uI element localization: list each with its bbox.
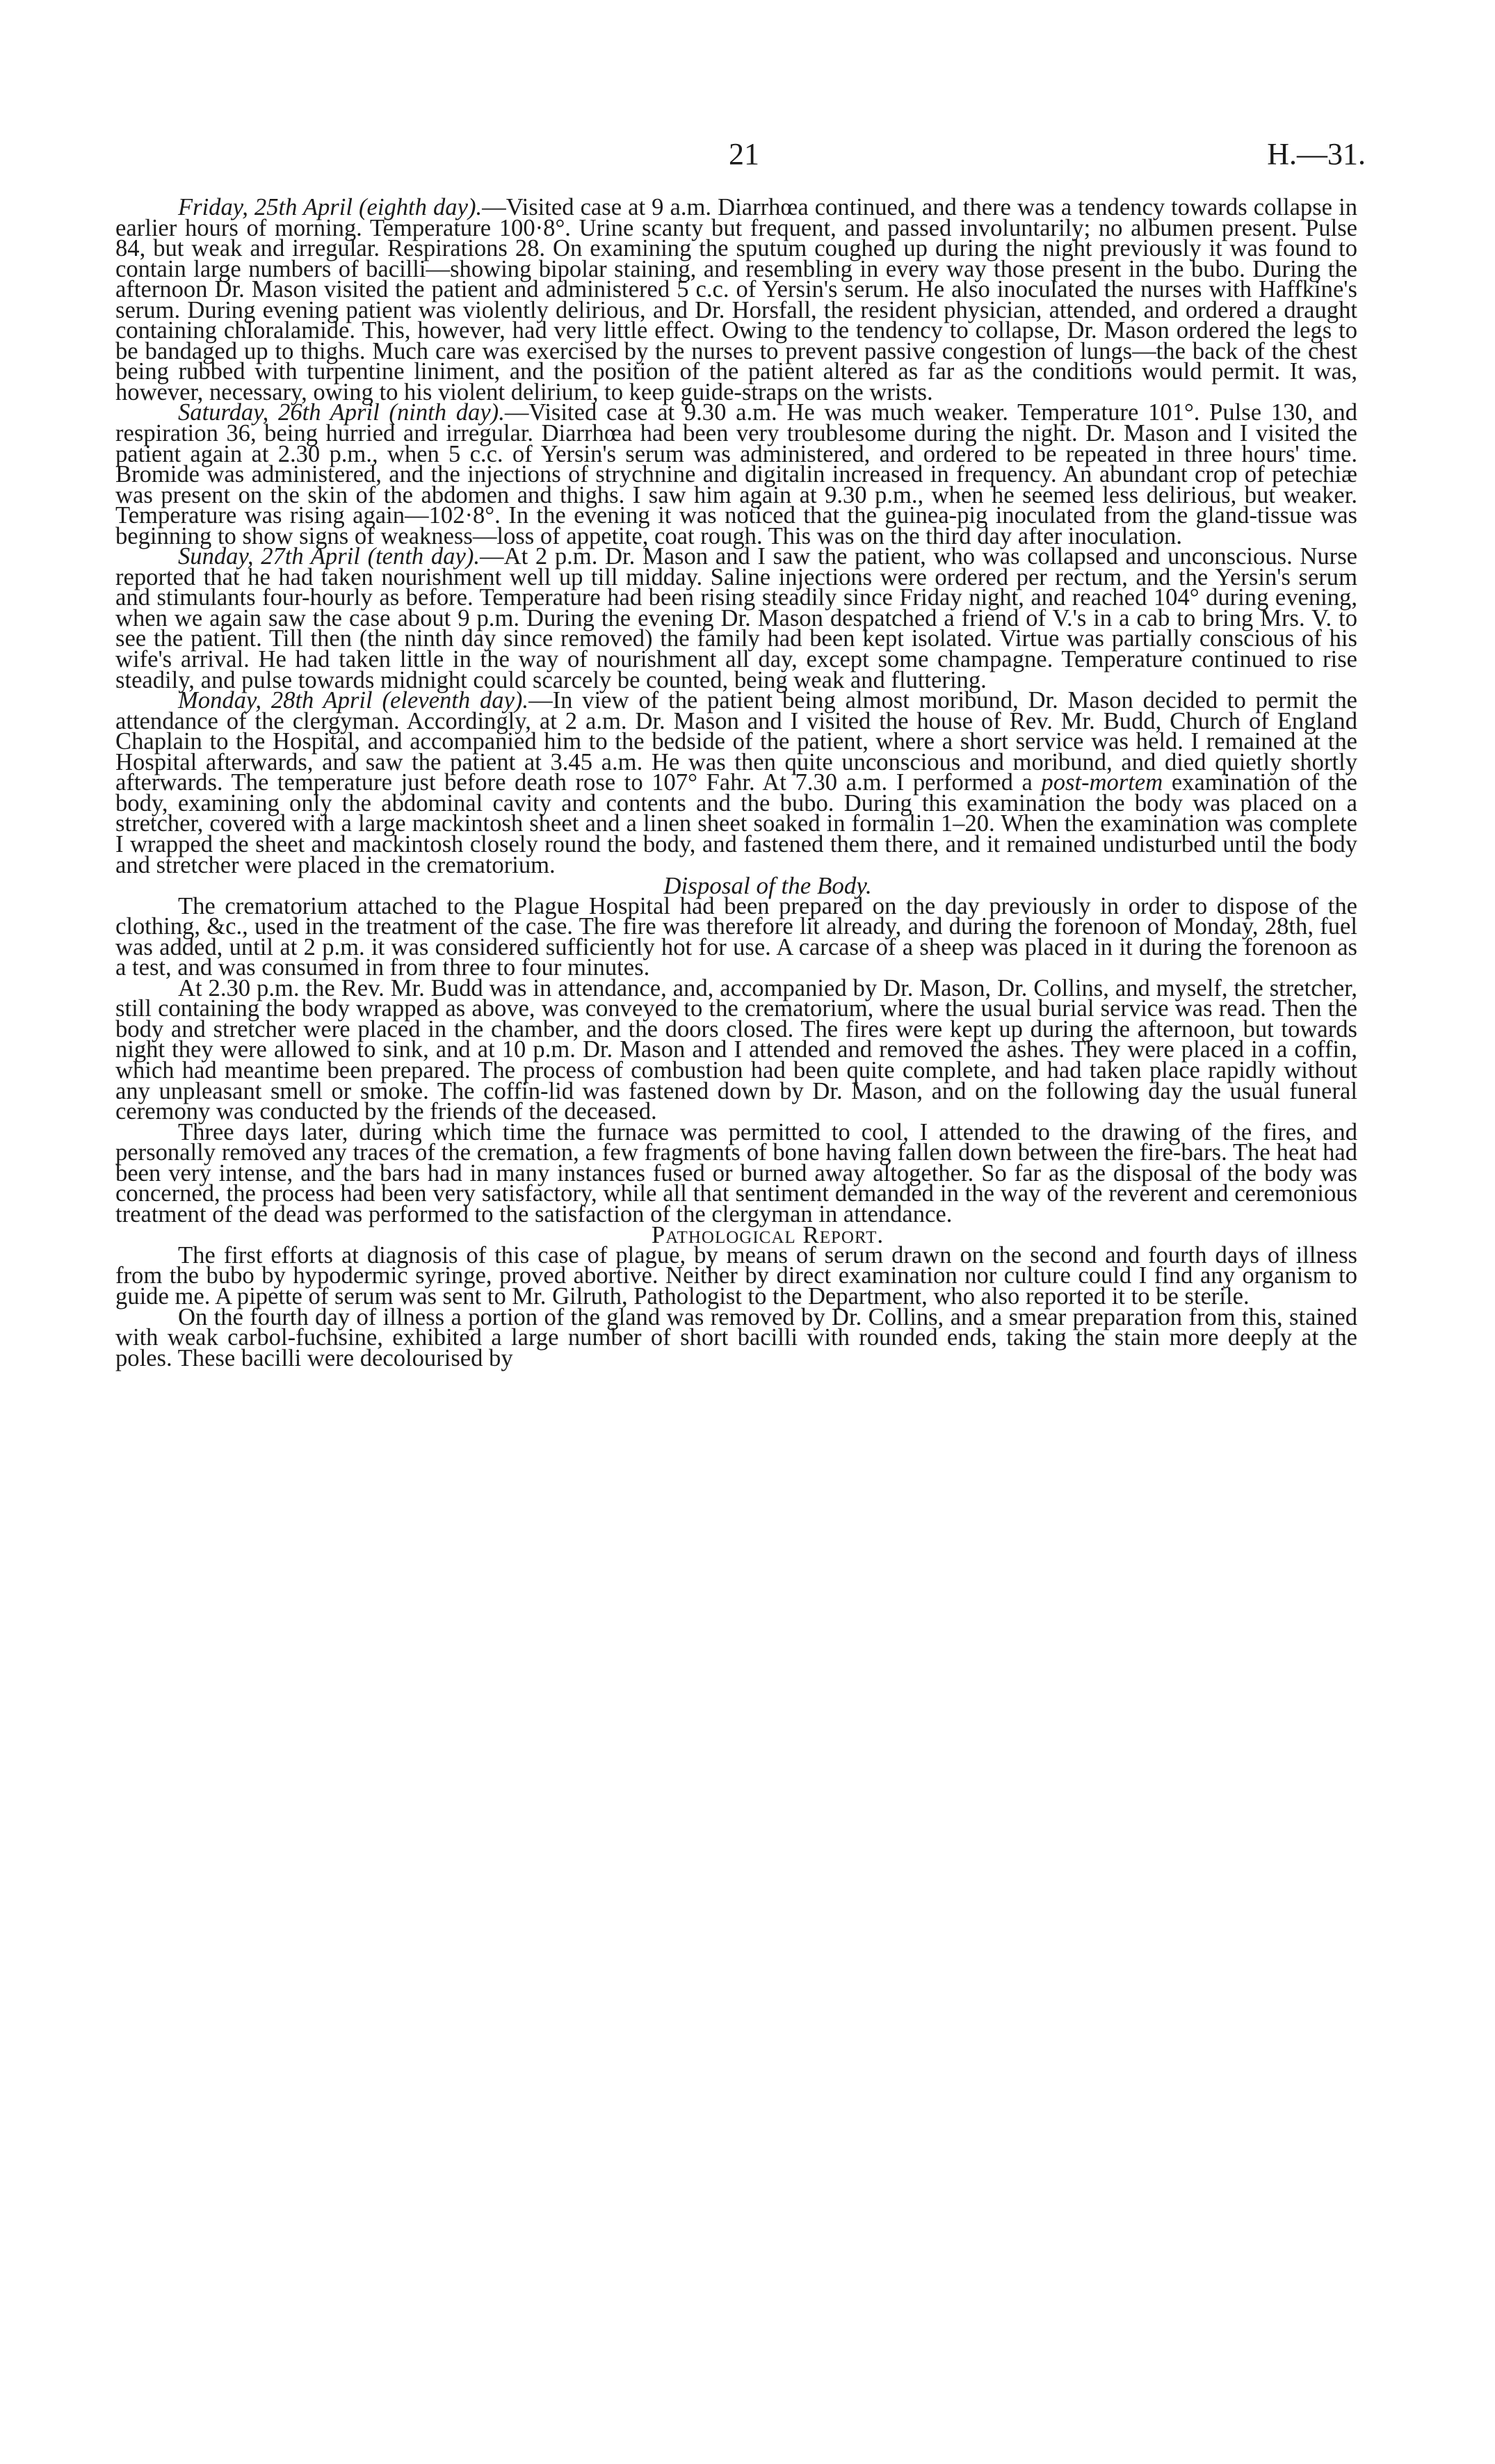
paragraph-fourth-day: On the fourth day of illness a portion of the gland was removed by Dr. Collins, and a smear preparation from this, stained with weak carbol-fuchsine, exhibited a large number of short bacilli with rounded ends, taking the stain more deeply at the poles. These bacilli were decolourised by <box>115 1303 1357 1371</box>
page-header <box>0 136 1495 178</box>
paragraph-text: —Visited case at 9.30 a.m. He was much weaker. Temperature 101°. Pulse 130, and respiration 36, being hurried and irregular. Diarrhœa had been very troublesome during the night. Dr. Mason and I visited the patient again at 2.30 p.m., when 5 c.c. of Yersin's serum was administered, and ordered to be repeated in three hours' time. Bromide was administered, and the injections of strychnine and digitalin increased in frequency. An abundant crop of petechiæ was present on the skin of the abdomen and thighs. I saw him again at 9.30 p.m., when he seemed less delirious, but weaker. Temperature was rising again—102·8°. In the evening it was noticed that the guinea-pig inoculated from the gland-tissue was beginning to show signs of weakness—loss of appetite, coat rough. This was on the third day after inoculation. <box>115 399 1357 549</box>
paragraph-text: —In view of the patient being almost moribund, Dr. Mason decided to permit the attendance of the clergyman. Accordingly, at 2 a.m. Dr. Mason and I visited the house of Rev. Mr. Budd, Church of England Chaplain to the Hospital, and accompanied him to the bedside of the patient, where a short service was held. I remained at the Hospital afterwards, and saw the patient at 3.45 a.m. He was then quite unconscious and moribund, and died quietly shortly afterwards. The temperature just before death rose to 107° Fahr. At 7.30 a.m. I performed a <box>115 687 1357 796</box>
document-body <box>115 194 1358 1371</box>
paragraph-monday-28th-april <box>115 687 1357 878</box>
paragraph-diagnosis: The first efforts at diagnosis of this case of plague, by means of serum drawn on the second and fourth days of illness from the bubo by hypodermic syringe, proved abortive. Neither by direct examination nor culture could I find any organism to guide me. A pipette of serum was sent to Mr. Gilruth, Pathologist to the Department, who also reported it to be sterile. <box>115 1241 1357 1310</box>
paragraph-drawing-of-fires: Three days later, during which time the furnace was permitted to cool, I attended to the drawing of the fires, and personally removed any traces of the cremation, a few fragments of bone having fallen down between the fire-bars. The heat had been very intense, and the bars had in many instances fused or burned away altogether. So far as the disposal of the body was concerned, the process had been very satisfactory, while all that sentiment demanded in the way of the reverent and ceremonious treatment of the dead was performed to the satisfaction of the clergyman in attendance. <box>115 1118 1357 1227</box>
paragraph-text: —At 2 p.m. Dr. Mason and I saw the patient, who was collapsed and unconscious. Nurse reported that he had taken nourishment well up till midday. Saline injections were ordered per rectum, and the Yersin's serum and stimulants four-hourly as before. Temperature had been rising steadily since Friday night, and reached 104° during evening, when we again saw the case about 9 p.m. During the evening Dr. Mason despatched a friend of V.'s in a cab to bring Mrs. V. to see the patient. Till then (the ninth day since removed) the family had been kept isolated. Virtue was partially conscious of his wife's arrival. He had taken little in the way of nourishment all day, except some champagne. Temperature continued to rise steadily, and pulse towards midnight could scarcely be counted, being weak and fluttering. <box>115 543 1358 693</box>
paragraph-crematorium: The crematorium attached to the Plague Hospital had been prepared on the day previously in order to dispose of the clothing, &c., used in the treatment of the case. The fire was therefore lit already, and during the forenoon of Monday, 28th, fuel was added, until at 2 p.m. it was considered sufficiently hot for use. A carcase of a sheep was placed in it during the forenoon as a test, and was consumed in from three to four minutes. <box>115 892 1357 981</box>
paragraph-friday-25th-april <box>115 194 1357 405</box>
section-heading-disposal: Disposal of the Body. <box>663 872 872 900</box>
paragraph-text: examination of the body, examining only the abdominal cavity and contents and the bubo. During this examination the body was placed on a stretcher, covered with a large mackintosh sheet and a linen sheet soaked in formalin 1–20. When the examination was complete I wrapped the sheet and mackintosh closely round the body, and fastened them there, and it remained undisturbed until the body and stretcher were placed in the crematorium. <box>115 769 1357 878</box>
paragraph-lead: Saturday, 26th April (ninth day). <box>178 399 505 426</box>
paragraph-saturday-26th-april <box>115 399 1357 549</box>
paragraph-text: —Visited case at 9 a.m. Diarrhœa continued, and there was a tendency towards collapse in earlier hours of morning. Temperature 100·8°. Urine scanty but frequent, and passed involuntarily; no albumen present. Pulse 84, but weak and irregular. Respirations 28. On examining the sputum coughed up during the night previously it was found to contain large numbers of bacilli—showing bipolar staining, and resembling in every way those present in the bubo. During the afternoon Dr. Mason visited the patient and administered 5 c.c. of Yersin's serum. He also inoculated the nurses with Haffkine's serum. During evening patient was violently delirious, and Dr. Horsfall, the resident physician, attended, and ordered a draught containing chloralamide. This, however, had very little effect. Owing to the tendency to collapse, Dr. Mason ordered the legs to be bandaged up to thighs. Much care was exercised by the nurses to prevent passive congestion of lungs—the back of the chest being rubbed with turpentine liniment, and the position of the patient altered as far as the conditions would permit. It was, however, necessary, owing to his violent delirium, to keep guide-straps on the wrists. <box>115 194 1357 405</box>
document-reference: H.—31. <box>1267 137 1366 171</box>
section-heading-pathological-report: Pathological Report. <box>651 1221 884 1249</box>
paragraph-lead: Monday, 28th April (eleventh day). <box>178 687 529 714</box>
page-number: 21 <box>729 137 759 171</box>
paragraph-emphasis: post-mortem <box>1041 769 1163 796</box>
paragraph-lead: Friday, 25th April (eighth day). <box>178 194 483 220</box>
paragraph-burial-service: At 2.30 p.m. the Rev. Mr. Budd was in attendance, and, accompanied by Dr. Mason, Dr. Collins, and myself, the stretcher, still containing the body wrapped as above, was conveyed to the crematorium, where the usual burial service was read. Then the body and stretcher were placed in the chamber, and the doors closed. The fires were kept up during the afternoon, but towards night they were allowed to sink, and at 10 p.m. Dr. Mason and I attended and removed the ashes. They were placed in a coffin, which had meantime been prepared. The process of combustion had been quite complete, and had taken place rapidly without any unpleasant smell or smoke. The coffin-lid was fastened down by Dr. Mason, and on the following day the usual funeral ceremony was conducted by the friends of the deceased. <box>115 974 1357 1125</box>
paragraph-lead: Sunday, 27th April (tenth day). <box>178 543 480 570</box>
paragraph-sunday-27th-april <box>115 543 1358 693</box>
